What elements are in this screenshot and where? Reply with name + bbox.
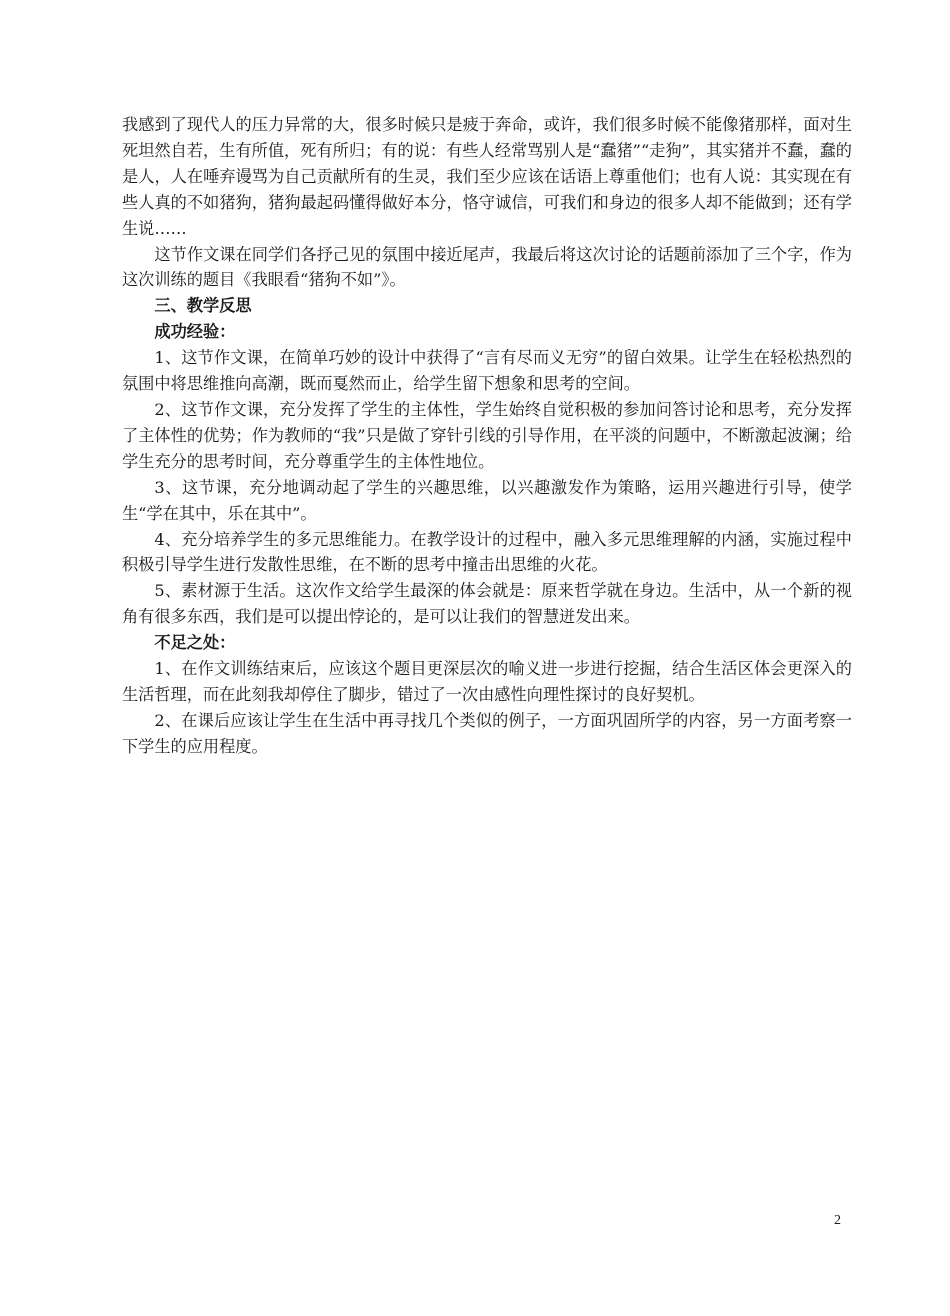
document-body bbox=[122, 112, 852, 760]
shortcoming-heading: 不足之处： bbox=[154, 633, 236, 653]
success-item: 3、这节课，充分地调动起了学生的兴趣思维，以兴趣激发作为策略，运用兴趣进行引导，使学生“学在其中，乐在其中”。 bbox=[122, 477, 852, 523]
page-number: 2 bbox=[834, 1213, 841, 1228]
closing-paragraph: 这节作文课在同学们各抒己见的氛围中接近尾声，我最后将这次讨论的话题前添加了三个字，作为这次训练的题目《我眼看“猪狗不如”》。 bbox=[122, 244, 852, 290]
success-heading: 成功经验： bbox=[154, 322, 236, 342]
shortcoming-item: 1、在作文训练结束后，应该这个题目更深层次的喻义进一步进行挖掘，结合生活区体会更深入的生活哲理，而在此刻我却停住了脚步，错过了一次由感性向理性探讨的良好契机。 bbox=[122, 659, 852, 704]
success-item: 2、这节作文课，充分发挥了学生的主体性，学生始终自觉积极的参加问答讨论和思考，充分发挥了主体性的优势；作为教师的“我”只是做了穿针引线的引导作用，在平淡的问题中，不断激起波澜；给学生充分的思考时间，充分尊重学生的主体性地位。 bbox=[122, 399, 852, 471]
section-heading: 三、教学反思 bbox=[154, 296, 252, 316]
success-item: 1、这节作文课，在简单巧妙的设计中获得了“言有尽而义无穷”的留白效果。让学生在轻松热烈的氛围中将思维推向高潮，既而戛然而止，给学生留下想象和思考的空间。 bbox=[122, 348, 852, 394]
shortcoming-item: 2、在课后应该让学生在生活中再寻找几个类似的例子，一方面巩固所学的内容，另一方面考察一下学生的应用程度。 bbox=[122, 710, 852, 756]
continuation-paragraph: 我感到了现代人的压力异常的大，很多时候只是疲于奔命，或许，我们很多时候不能像猪那样，面对生死坦然自若，生有所值，死有所归；有的说：有些人经常骂别人是“蠢猪”“走狗”，其实猪并不蠢，蠢的是人，人在唾弃谩骂为自己贡献所有的生灵，我们至少应该在话语上尊重他们；也有人说：其实现在有些人真的不如猪狗，猪狗最起码懂得做好本分，恪守诚信，可我们和身边的很多人却不能做到；还有学生说…… bbox=[122, 115, 852, 238]
success-item: 4、充分培养学生的多元思维能力。在教学设计的过程中，融入多元思维理解的内涵，实施过程中积极引导学生进行发散性思维，在不断的思考中撞击出思维的火花。 bbox=[122, 529, 852, 575]
success-item: 5、素材源于生活。这次作文给学生最深的体会就是：原来哲学就在身边。生活中，从一个新的视角有很多东西，我们是可以提出悖论的，是可以让我们的智慧迸发出来。 bbox=[122, 581, 852, 627]
